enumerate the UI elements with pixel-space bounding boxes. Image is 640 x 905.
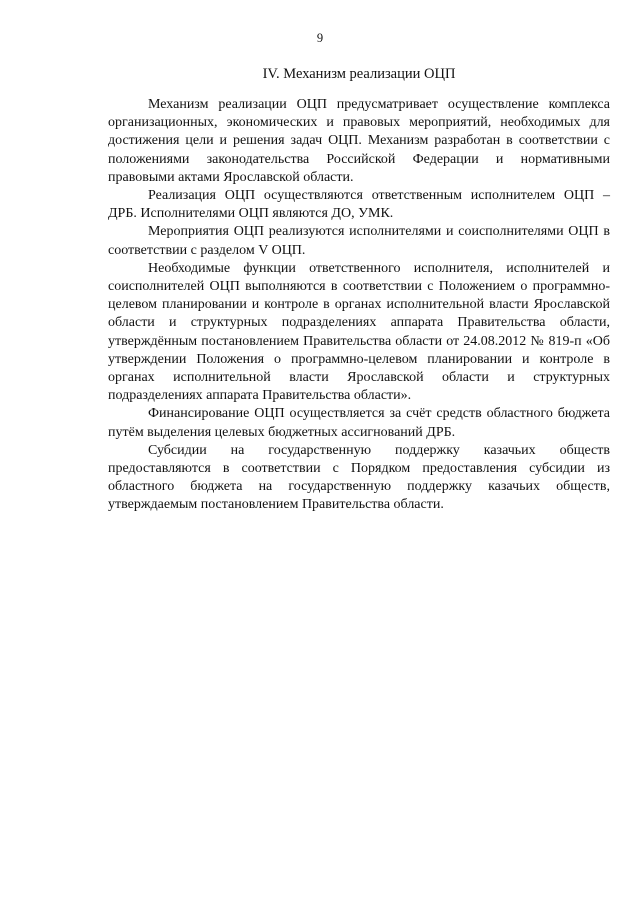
paragraph-financing: Финансирование ОЦП осуществляется за счёт средств областного бюджета путём выделения целевых бюджетных ассигнований ДРБ. (108, 406, 610, 440)
paragraph-subsidies: Субсидии на государственную поддержку казачьих обществ предоставляются в соответствии с Порядком предоставления субсидии из областного бюджета на государственную поддержку казачьих обществ, утверждаемым постановлением Правительства области. (108, 442, 610, 513)
paragraph-functions: Необходимые функции ответственного исполнителя, исполнителей и соисполнителей ОЦП выполняются в соответствии с Положением о программно-целевом планировании и контроле в органах исполнительной власти Ярославской области и структурных подразделениях аппарата Правительства области, утверждённым постановлением Правительства области от 24.08.2012 № 819-п «Об утверждении Положения о программно-целевом планировании и контроле в органах исполнительной власти Ярославской области и структурных подразделениях аппарата Правительства области». (108, 260, 610, 404)
page-number: 9 (316, 31, 324, 45)
body-text (108, 96, 610, 515)
paragraph-mechanism: Механизм реализации ОЦП предусматривает осуществление комплекса организационных, экономических и правовых мероприятий, необходимых для достижения цели и решения задач ОЦП. Механизм разработан в соответствии с положениями законодательства Российской Федерации и нормативными правовыми актами Ярославской области. (108, 97, 610, 185)
paragraph-implementation: Реализация ОЦП осуществляются ответственным исполнителем ОЦП – ДРБ. Исполнителями ОЦП являются ДО, УМК. (108, 188, 610, 222)
paragraph-activities: Мероприятия ОЦП реализуются исполнителями и соисполнителями ОЦП в соответствии с разделом V ОЦП. (108, 224, 610, 258)
section-title: IV. Механизм реализации ОЦП (262, 66, 456, 82)
